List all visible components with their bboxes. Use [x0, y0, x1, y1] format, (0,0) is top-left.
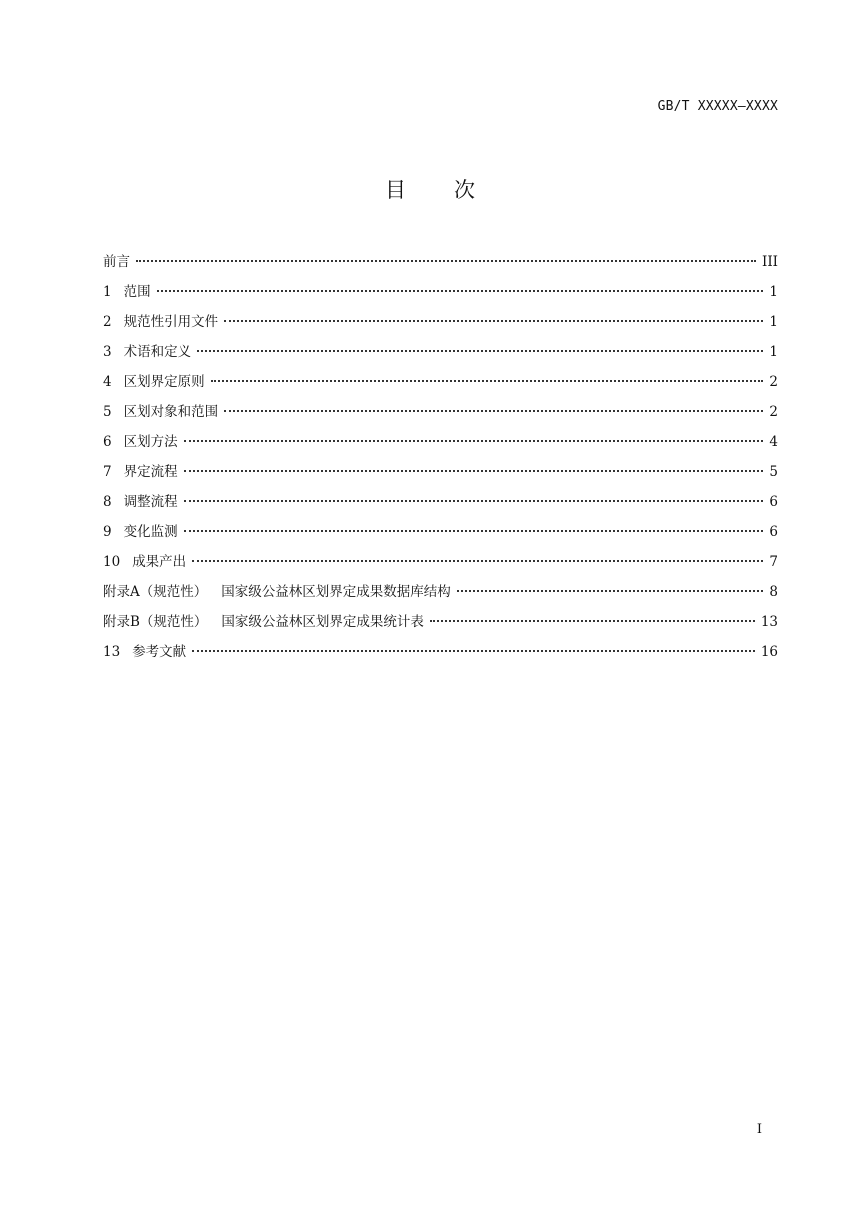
toc-entry-label: 区划对象和范围 [123, 404, 219, 420]
toc-entry-page: 7 [769, 554, 778, 570]
toc-leader-dots [184, 470, 764, 472]
toc-leader-dots [224, 410, 763, 412]
toc-entry-page: 8 [769, 584, 778, 600]
toc-leader-dots [184, 500, 764, 502]
toc-entry-page: 1 [769, 284, 778, 300]
toc-entry-label: 成果产出 [132, 554, 187, 570]
toc-leader-dots [157, 290, 764, 292]
toc-entry-label: 界定流程 [123, 464, 178, 480]
toc-entry-label: 国家级公益林区划界定成果统计表 [221, 614, 424, 630]
toc-leader-dots [211, 380, 764, 382]
toc-leader-dots [224, 320, 763, 322]
toc-entry-label: 调整流程 [123, 494, 178, 510]
toc-entry-objects-scope[interactable] [103, 400, 778, 430]
toc-entry-page: 6 [769, 494, 778, 510]
toc-entry-annex-a[interactable] [103, 580, 778, 610]
toc-entry-terms[interactable] [103, 340, 778, 370]
page-number: I [756, 1122, 762, 1137]
toc-entry-annex-b[interactable] [103, 610, 778, 640]
toc-entry-number: 3 [103, 344, 112, 360]
toc-entry-outputs[interactable] [103, 550, 778, 580]
toc-annex-tag: 附录A（规范性） [103, 584, 208, 600]
toc-leader-dots [457, 590, 764, 592]
toc-entry-number: 4 [103, 374, 112, 390]
toc-entry-methods[interactable] [103, 430, 778, 460]
toc-entry-page: 2 [769, 404, 778, 420]
toc-entry-label: 国家级公益林区划界定成果数据库结构 [221, 584, 451, 600]
toc-entry-page: 2 [769, 374, 778, 390]
toc-entry-label: 范围 [123, 284, 151, 300]
toc-entry-label: 规范性引用文件 [123, 314, 219, 330]
toc-entry-page: III [762, 254, 778, 270]
toc-entry-normative-references[interactable] [103, 310, 778, 340]
toc-entry-label: 变化监测 [123, 524, 178, 540]
toc-entry-number: 6 [103, 434, 112, 450]
toc-title [0, 174, 860, 204]
toc-leader-dots [197, 350, 763, 352]
toc-entry-page: 6 [769, 524, 778, 540]
toc-list [103, 250, 778, 670]
toc-leader-dots [192, 650, 755, 652]
toc-entry-number: 8 [103, 494, 112, 510]
toc-leader-dots [136, 260, 756, 262]
toc-annex-tag: 附录B（规范性） [103, 614, 208, 630]
toc-entry-bibliography[interactable] [103, 640, 778, 670]
toc-title-part2: 次 [454, 178, 475, 202]
toc-entry-label: 术语和定义 [123, 344, 192, 360]
toc-entry-change-monitoring[interactable] [103, 520, 778, 550]
toc-entry-label: 区划界定原则 [123, 374, 205, 390]
toc-entry-principles[interactable] [103, 370, 778, 400]
toc-entry-number: 9 [103, 524, 112, 540]
toc-entry-number: 2 [103, 314, 112, 330]
toc-entry-scope[interactable] [103, 280, 778, 310]
toc-title-part1: 目 [385, 178, 406, 202]
toc-leader-dots [430, 620, 755, 622]
toc-entry-foreword[interactable] [103, 250, 778, 280]
toc-entry-number: 13 [103, 644, 121, 660]
toc-entry-page: 4 [769, 434, 778, 450]
toc-entry-label: 前言 [103, 254, 130, 270]
toc-entry-page: 1 [769, 344, 778, 360]
toc-entry-number: 10 [103, 554, 121, 570]
toc-leader-dots [184, 530, 764, 532]
toc-entry-page: 16 [760, 644, 778, 660]
toc-entry-label: 区划方法 [123, 434, 178, 450]
toc-entry-adjustment-process[interactable] [103, 490, 778, 520]
toc-entry-number: 1 [103, 284, 112, 300]
toc-entry-page: 13 [760, 614, 778, 630]
toc-entry-page: 1 [769, 314, 778, 330]
document-code: GB/T XXXXX—XXXX [657, 99, 778, 114]
toc-entry-delimitation-process[interactable] [103, 460, 778, 490]
toc-leader-dots [192, 560, 763, 562]
toc-entry-number: 5 [103, 404, 112, 420]
toc-entry-number: 7 [103, 464, 112, 480]
toc-entry-label: 参考文献 [132, 644, 187, 660]
toc-leader-dots [184, 440, 764, 442]
toc-entry-page: 5 [769, 464, 778, 480]
